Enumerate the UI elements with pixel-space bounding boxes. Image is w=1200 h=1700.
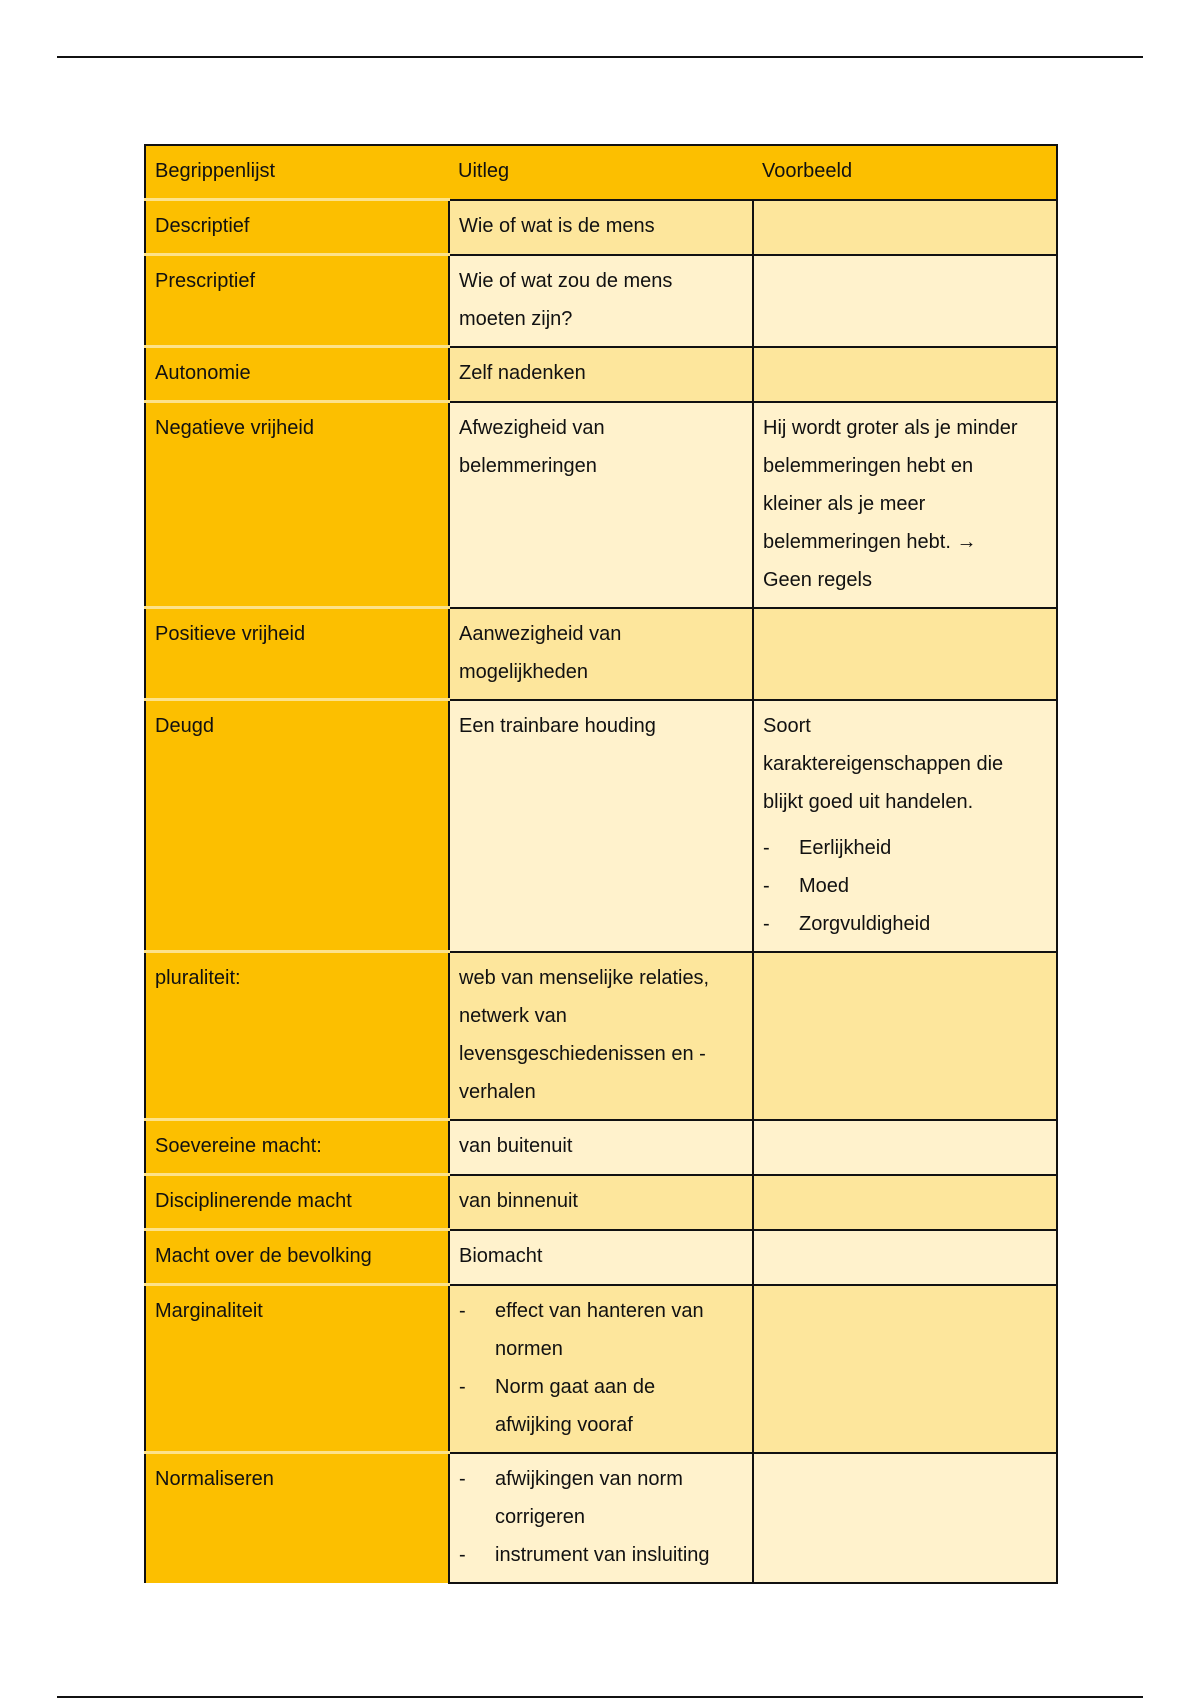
uitleg-line: van binnenuit [459, 1189, 578, 1212]
voorbeeld-line: Soort [763, 714, 811, 737]
voorbeeld-cell [753, 347, 1057, 402]
voorbeeld-cell [753, 1175, 1057, 1230]
list-item-text: - effect van hanteren van [495, 1299, 704, 1322]
footer-rule [57, 1696, 1143, 1698]
voorbeeld-line: belemmeringen hebt. → [763, 530, 977, 553]
uitleg-cell [449, 952, 753, 1120]
list-item-text: corrigeren [495, 1505, 586, 1528]
table-row [145, 402, 1057, 608]
uitleg-cell [449, 1120, 753, 1175]
uitleg-cell [449, 700, 753, 952]
uitleg-cell [449, 1285, 753, 1453]
uitleg-line: Een trainbare houding [459, 714, 656, 737]
uitleg-line: netwerk van [459, 1004, 567, 1027]
term-cell: Normaliseren [145, 1453, 449, 1583]
uitleg-line: Afwezigheid van [459, 416, 605, 439]
voorbeeld-cell [753, 608, 1057, 700]
term-cell: Prescriptief [145, 255, 449, 347]
uitleg-cell [449, 200, 753, 255]
voorbeeld-line: Geen regels [763, 568, 872, 591]
uitleg-cell [449, 608, 753, 700]
uitleg-line: van buitenuit [459, 1134, 573, 1157]
uitleg-line: levensgeschiedenissen en - [459, 1042, 706, 1065]
term-cell: Marginaliteit [145, 1285, 449, 1453]
uitleg-cell [449, 347, 753, 402]
term-cell: Autonomie [145, 347, 449, 402]
voorbeeld-cell [753, 1120, 1057, 1175]
voorbeeld-line: Hij wordt groter als je minder [763, 416, 1018, 439]
voorbeeld-line: kleiner als je meer [763, 492, 926, 515]
term-cell: Macht over de bevolking [145, 1230, 449, 1285]
table-row [145, 200, 1057, 255]
list-item-text: - Eerlijkheid [799, 836, 892, 859]
term-cell: Deugd [145, 700, 449, 952]
uitleg-line: moeten zijn? [459, 307, 573, 330]
uitleg-line: Wie of wat zou de mens [459, 269, 673, 292]
list-item [459, 1536, 743, 1574]
list-item [763, 905, 1047, 943]
header-rule [57, 56, 1143, 58]
voorbeeld-cell [753, 1285, 1057, 1453]
list-item-text: - Zorgvuldigheid [799, 912, 931, 935]
list-item-text: afwijking vooraf [495, 1413, 633, 1436]
marginaliteit-list [459, 1292, 743, 1444]
uitleg-line: mogelijkheden [459, 660, 588, 683]
voorbeeld-line: karaktereigenschappen die [763, 752, 1004, 775]
list-item [763, 829, 1047, 867]
uitleg-line: Aanwezigheid van [459, 622, 622, 645]
table-row [145, 700, 1057, 952]
uitleg-line: Zelf nadenken [459, 361, 586, 384]
uitleg-line: verhalen [459, 1080, 536, 1103]
table-row [145, 1285, 1057, 1453]
term-cell: Positieve vrijheid [145, 608, 449, 700]
voorbeeld-cell [753, 1230, 1057, 1285]
list-item [459, 1368, 743, 1444]
term-cell: Descriptief [145, 200, 449, 255]
table-row [145, 952, 1057, 1120]
term-cell: Soevereine macht: [145, 1120, 449, 1175]
term-cell: Negatieve vrijheid [145, 402, 449, 608]
voorbeeld-cell [753, 200, 1057, 255]
term-cell: pluraliteit: [145, 952, 449, 1120]
list-item-text: - Moed [799, 874, 850, 897]
uitleg-cell [449, 1453, 753, 1583]
uitleg-cell [449, 1230, 753, 1285]
list-item-text: - afwijkingen van norm [495, 1467, 683, 1490]
list-item-text: normen [495, 1337, 563, 1360]
list-item-text: - Norm gaat aan de [495, 1375, 656, 1398]
voorbeeld-line: belemmeringen hebt en [763, 454, 974, 477]
header-begrippenlijst: Begrippenlijst [145, 145, 449, 200]
uitleg-cell [449, 255, 753, 347]
table-row [145, 1230, 1057, 1285]
voorbeeld-cell [753, 1453, 1057, 1583]
uitleg-line: Biomacht [459, 1244, 543, 1267]
uitleg-cell [449, 1175, 753, 1230]
voorbeeld-cell [753, 402, 1057, 608]
list-item [459, 1460, 743, 1536]
normaliseren-list [459, 1460, 743, 1574]
voorbeeld-cell [753, 952, 1057, 1120]
table-row [145, 608, 1057, 700]
header-row [145, 145, 1057, 200]
list-item [763, 867, 1047, 905]
uitleg-line: Wie of wat is de mens [459, 214, 655, 237]
voorbeeld-cell [753, 700, 1057, 952]
list-item [459, 1292, 743, 1368]
list-item-text: - instrument van insluiting [495, 1543, 710, 1566]
table-row [145, 1120, 1057, 1175]
table-row [145, 1175, 1057, 1230]
header-uitleg: Uitleg [449, 145, 753, 200]
header-voorbeeld: Voorbeeld [753, 145, 1057, 200]
table-row [145, 1453, 1057, 1583]
uitleg-line: web van menselijke relaties, [459, 966, 710, 989]
uitleg-cell [449, 402, 753, 608]
voorbeeld-cell [753, 255, 1057, 347]
term-cell: Disciplinerende macht [145, 1175, 449, 1230]
voorbeeld-line: blijkt goed uit handelen. [763, 790, 974, 813]
table-row [145, 255, 1057, 347]
uitleg-line: belemmeringen [459, 454, 597, 477]
table-row [145, 347, 1057, 402]
deugd-list [763, 829, 1047, 943]
glossary-table [144, 144, 1058, 1584]
